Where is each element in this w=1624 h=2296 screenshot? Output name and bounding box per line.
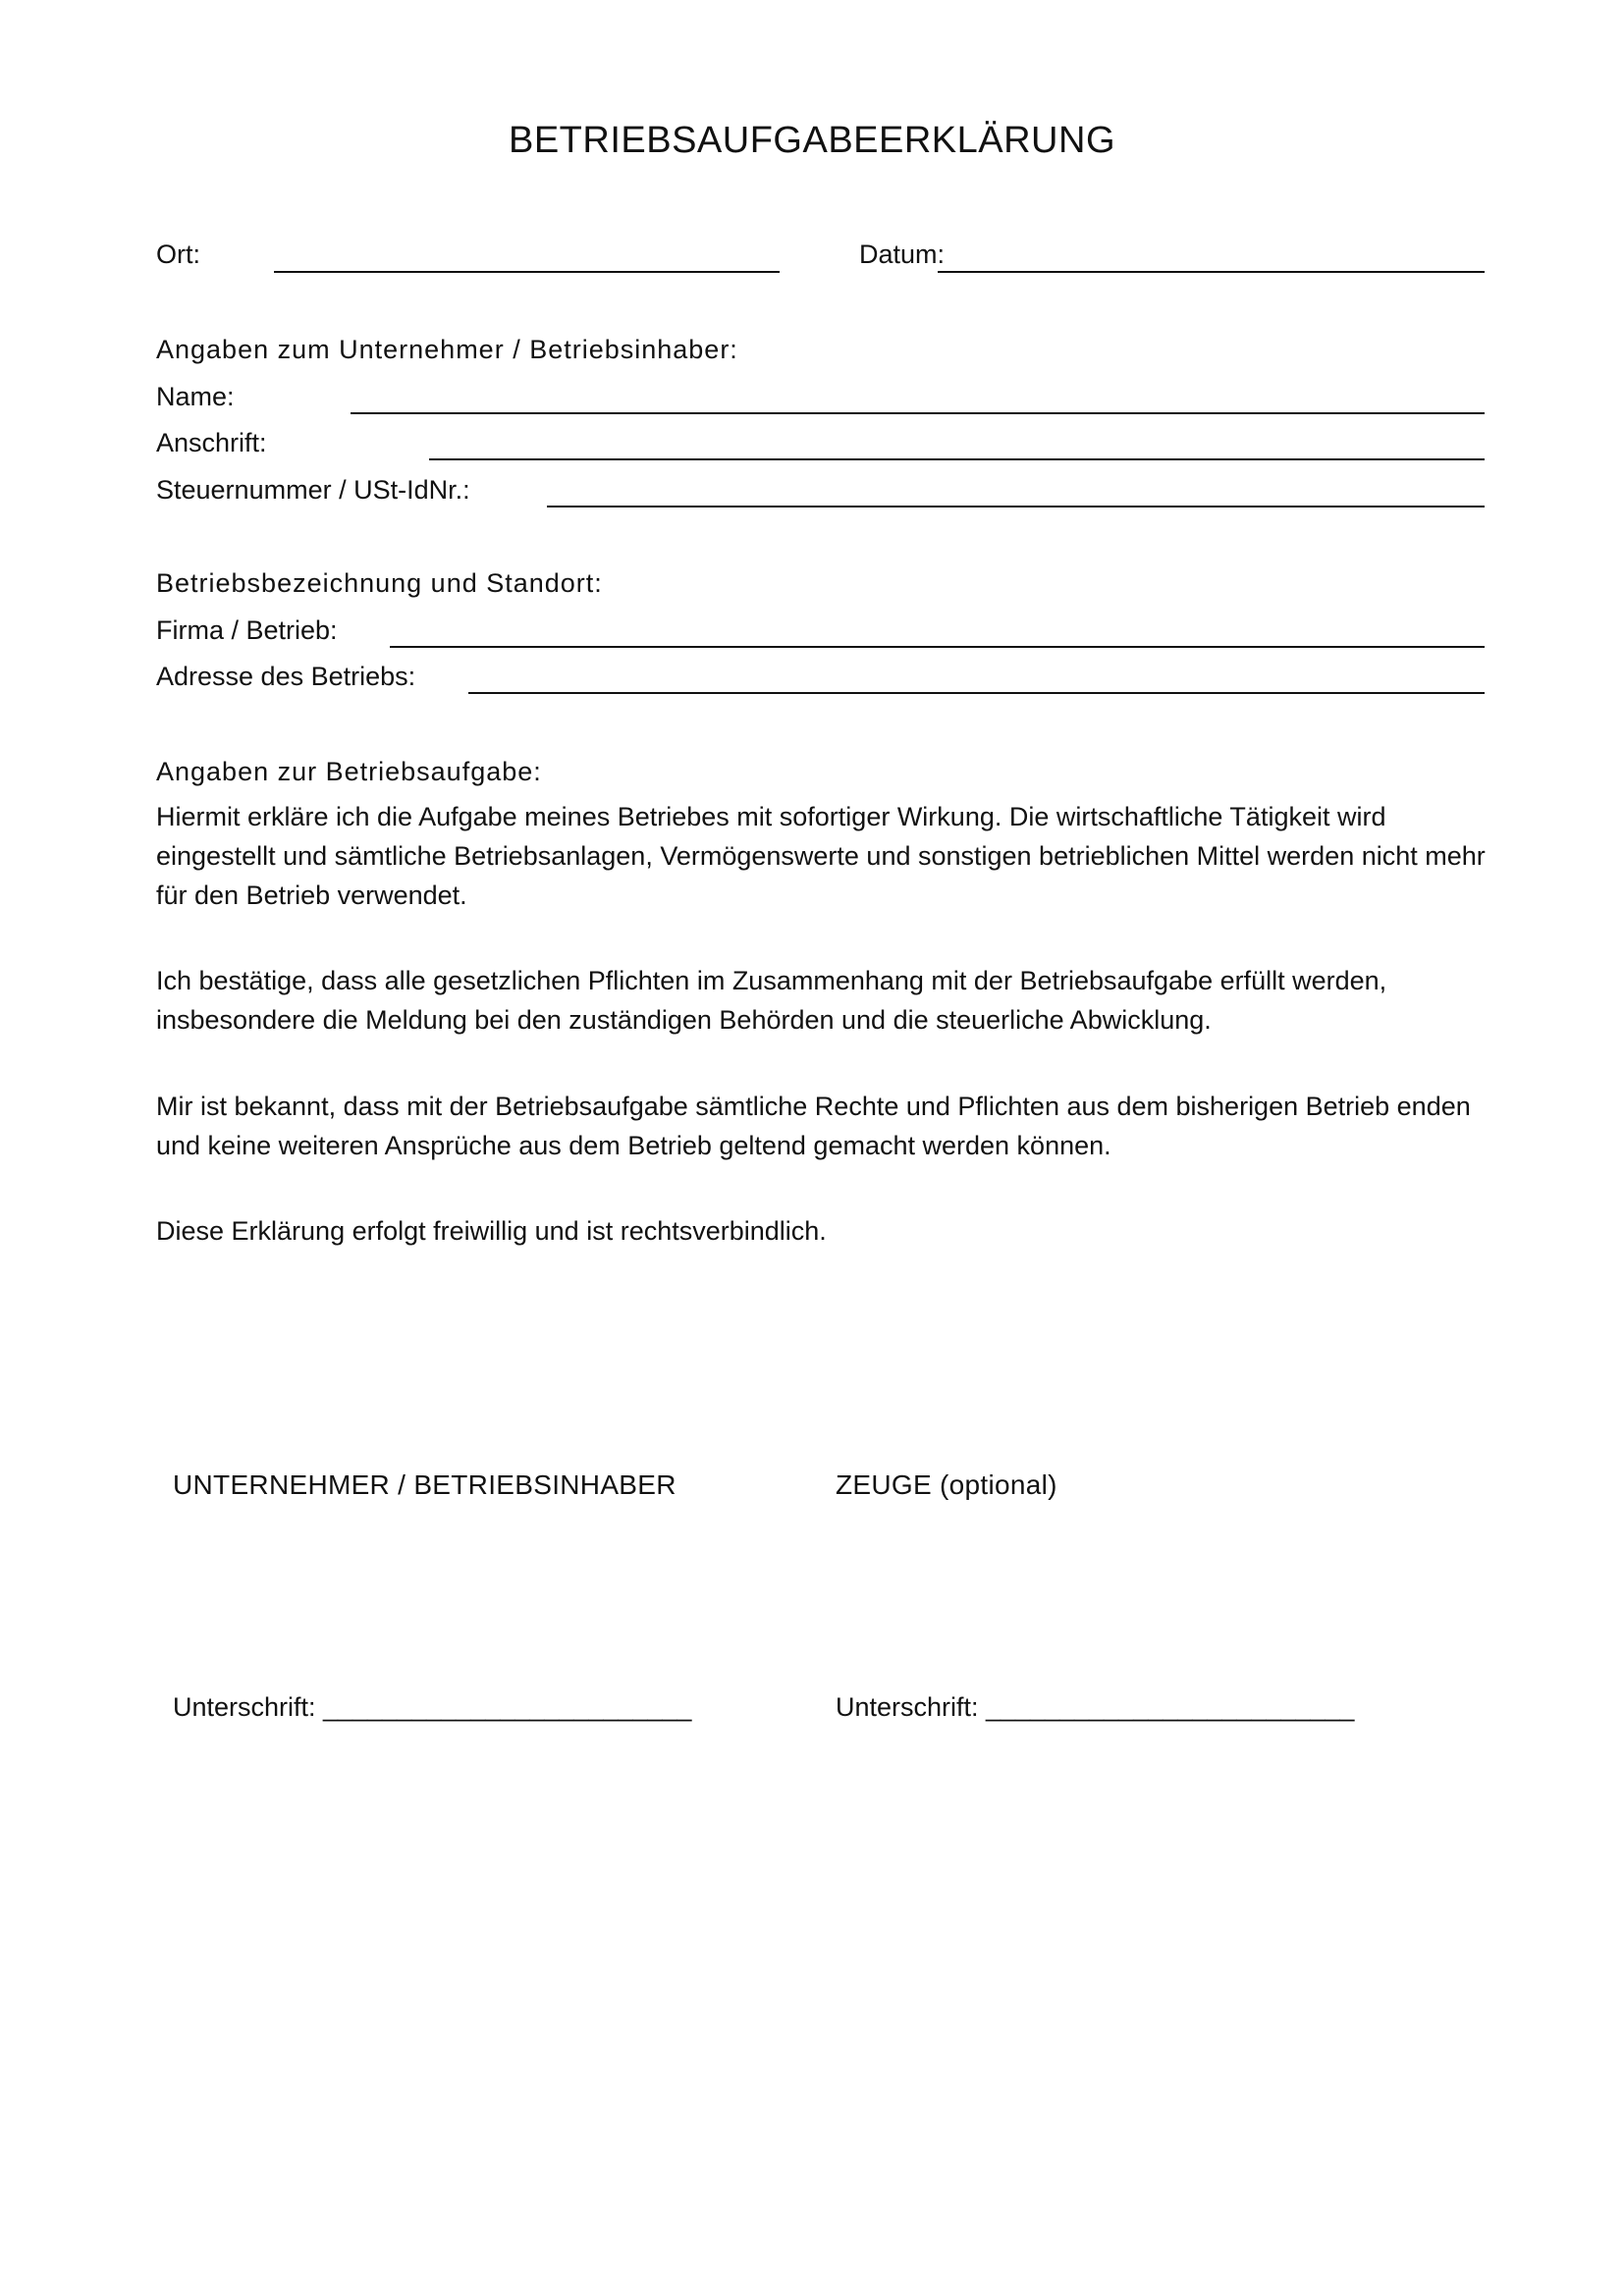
datum-field-line[interactable] xyxy=(938,271,1485,273)
closure-section-heading: Angaben zur Betriebsaufgabe: xyxy=(156,757,542,786)
datum-label: Datum: xyxy=(859,240,946,269)
name-field-line[interactable] xyxy=(351,412,1485,414)
steuernummer-field-line[interactable] xyxy=(547,506,1485,507)
business-section-heading: Betriebsbezeichnung und Standort: xyxy=(156,568,603,598)
ort-label: Ort: xyxy=(156,240,200,269)
owner-signature-heading: UNTERNEHMER / BETRIEBSINHABER xyxy=(173,1469,677,1500)
witness-signature-heading: ZEUGE (optional) xyxy=(836,1469,1057,1500)
adresse-field-line[interactable] xyxy=(468,692,1485,694)
firma-label: Firma / Betrieb: xyxy=(156,615,338,645)
closure-paragraph-4: Diese Erklärung erfolgt freiwillig und ist rechtsverbindlich. xyxy=(156,1216,827,1246)
anschrift-field-line[interactable] xyxy=(429,458,1485,460)
anschrift-label: Anschrift: xyxy=(156,428,267,457)
closure-paragraph-2: Ich bestätige, dass alle gesetzlichen Pflichten im Zusammenhang mit der Betriebsaufgabe erfüllt werden, insbesondere die Meldung bei den zuständigen Behörden und die steuerliche Abwicklung. xyxy=(156,966,1387,1035)
firma-field-line[interactable] xyxy=(390,646,1485,648)
adresse-label: Adresse des Betriebs: xyxy=(156,662,416,691)
closure-paragraph-1: Hiermit erkläre ich die Aufgabe meines Betriebes mit sofortiger Wirkung. Die wirtschaftliche Tätigkeit wird eingestellt und sämtliche Betriebsanlagen, Vermögenswerte und sonstigen betrieblichen Mittel werden nicht mehr für den Betrieb verwendet. xyxy=(156,802,1486,910)
ort-field-line[interactable] xyxy=(274,271,780,273)
owner-signature-line[interactable]: Unterschrift: _________________________ xyxy=(173,1692,692,1722)
closure-paragraph-3: Mir ist bekannt, dass mit der Betriebsaufgabe sämtliche Rechte und Pflichten aus dem bisherigen Betrieb enden und keine weiteren Ansprüche aus dem Betrieb geltend gemacht werden können. xyxy=(156,1092,1471,1160)
owner-section-heading: Angaben zum Unternehmer / Betriebsinhaber: xyxy=(156,335,738,364)
document-title: BETRIEBSAUFGABEERKLÄRUNG xyxy=(508,120,1116,161)
steuernummer-label: Steuernummer / USt-IdNr.: xyxy=(156,475,470,505)
name-label: Name: xyxy=(156,382,235,411)
witness-signature-line[interactable]: Unterschrift: _________________________ xyxy=(836,1692,1355,1722)
